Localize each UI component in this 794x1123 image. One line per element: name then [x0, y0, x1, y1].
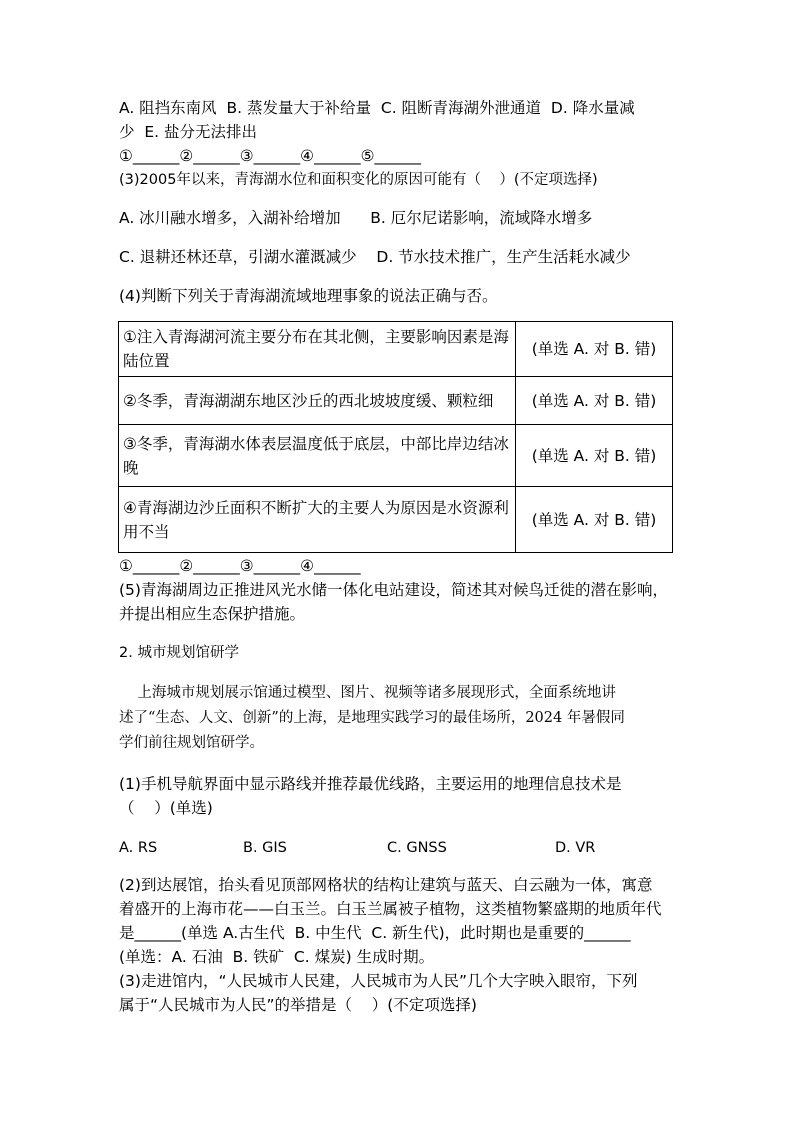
judgement-table — [118, 321, 673, 553]
q2-intro-line3: 学们前往规划馆研学。 — [119, 735, 264, 751]
q1-part3-question: (3)2005年以来，青海湖水位和面积变化的原因可能有（ ）(不定项选择) — [119, 172, 598, 188]
table-row — [119, 487, 673, 553]
q2-part1-line1: (1)手机导航界面中显示路线并推荐最优线路，主要运用的地理信息技术是 — [119, 775, 622, 793]
table-row — [119, 322, 673, 377]
q2-part1-option-a: A. RS — [119, 840, 158, 856]
q1-part3-options-ab: A. 冰川融水增多，入湖补给增加 B. 厄尔尼诺影响，流域降水增多 — [119, 209, 593, 227]
q2-part2-line4: (单选：A. 石油 B. 铁矿 C. 煤炭) 生成时期。 — [119, 948, 435, 966]
answer-choice-cell: (单选 A. 对 B. 错) — [516, 322, 673, 377]
q2-part3-line2: 属于“人民城市为人民”的举措是（ ）(不定项选择) — [119, 996, 477, 1014]
q2-part1-option-c: C. GNSS — [387, 840, 447, 856]
q2-part3-line1: (3)走进馆内，“人民城市人民建，人民城市为人民”几个大字映入眼帘，下列 — [119, 972, 638, 990]
q2-intro-line1: 上海城市规划展示馆通过模型、图片、视频等诸多展现形式，全面系统地讲 — [119, 685, 616, 701]
statement-cell: ④青海湖边沙丘面积不断扩大的主要人为原因是水资源利用不当 — [119, 487, 516, 553]
q1-answer-blanks: ①______②______③______④______⑤______ — [119, 147, 421, 165]
q2-title: 2. 城市规划馆研学 — [119, 645, 239, 661]
statement-cell: ③冬季，青海湖水体表层温度低于底层，中部比岸边结冰晚 — [119, 425, 516, 487]
table-row — [119, 377, 673, 425]
q1-judge-blanks: ①______②______③______④______ — [119, 557, 361, 575]
q1-part4-question: (4)判断下列关于青海湖流域地理事象的说法正确与否。 — [119, 287, 498, 305]
q2-part2-line1: (2)到达展馆，抬头看见顶部网格状的结构让建筑与蓝天、白云融为一体，寓意 — [119, 876, 653, 894]
q1-options-line2: 少 E. 盐分无法排出 — [119, 123, 258, 141]
answer-choice-cell: (单选 A. 对 B. 错) — [516, 425, 673, 487]
answer-choice-cell: (单选 A. 对 B. 错) — [516, 487, 673, 553]
q2-part1-option-d: D. VR — [555, 840, 596, 856]
q2-intro-line2: 述了“生态、人文、创新”的上海，是地理实践学习的最佳场所，2024 年暑假同 — [119, 710, 625, 726]
q2-part1-option-b: B. GIS — [243, 840, 287, 856]
q2-part2-line3: 是______(单选 A.古生代 B. 中生代 C. 新生代)，此时期也是重要的______ — [119, 924, 631, 942]
q2-part2-line2: 着盛开的上海市花——白玉兰。白玉兰属被子植物，这类植物繁盛期的地质年代 — [119, 900, 662, 918]
q1-part5-line1: (5)青海湖周边正推进风光水储一体化电站建设，简述其对候鸟迁徙的潜在影响， — [119, 581, 668, 599]
answer-choice-cell: (单选 A. 对 B. 错) — [516, 377, 673, 425]
q2-part1-line2: （ ）(单选) — [119, 799, 213, 817]
statement-cell: ①注入青海湖河流主要分布在其北侧，主要影响因素是海陆位置 — [119, 322, 516, 377]
q1-options-line1: A. 阻挡东南风 B. 蒸发量大于补给量 C. 阻断青海湖外泄通道 D. 降水量减 — [119, 99, 635, 117]
statement-cell: ②冬季，青海湖湖东地区沙丘的西北坡坡度缓、颗粒细 — [119, 377, 516, 425]
q1-part3-options-cd: C. 退耕还林还草，引湖水灌溉减少 D. 节水技术推广，生产生活耗水减少 — [119, 248, 631, 266]
q1-part5-line2: 并提出相应生态保护措施。 — [119, 605, 306, 623]
table-row — [119, 425, 673, 487]
